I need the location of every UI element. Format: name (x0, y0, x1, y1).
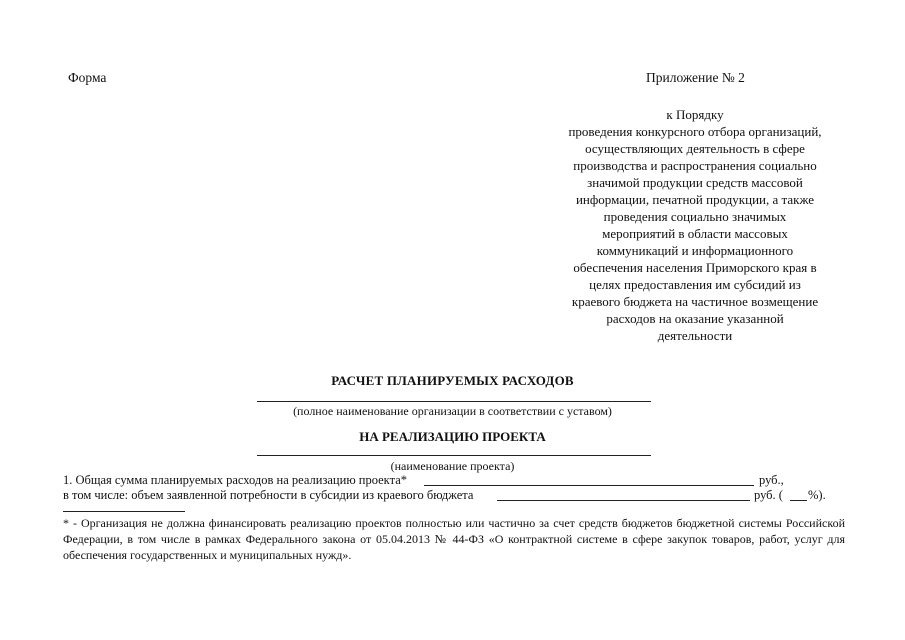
annex-description (530, 106, 860, 344)
annex-line: к Порядку (666, 107, 724, 122)
annex-line: проведения конкурсного отбора организаций, (568, 124, 822, 139)
annex-line: обеспечения населения Приморского края в (573, 260, 817, 275)
organization-name-caption: (полное наименование организации в соответствии с уставом) (293, 404, 612, 418)
subsidy-need-unit: руб. ( (754, 488, 783, 502)
project-subtitle: НА РЕАЛИЗАЦИЮ ПРОЕКТА (359, 429, 546, 444)
project-name-caption: (наименование проекта) (390, 459, 515, 473)
annex-line: коммуникаций и информационного (596, 243, 794, 258)
annex-line: целях предоставления им субсидий из (589, 277, 801, 292)
organization-name-line[interactable] (257, 401, 651, 402)
annex-title: Приложение № 2 (646, 70, 745, 85)
subsidy-need-field[interactable] (497, 500, 750, 501)
page-title: РАСЧЕТ ПЛАНИРУЕМЫХ РАСХОДОВ (331, 373, 574, 388)
footnote-divider (63, 511, 185, 512)
subsidy-percent-suffix: %). (808, 488, 826, 502)
total-expenses-unit: руб., (759, 473, 784, 487)
annex-line: значимой продукции средств массовой (587, 175, 803, 190)
total-expenses-field[interactable] (424, 485, 754, 486)
form-label: Форма (68, 70, 107, 85)
total-expenses-label: 1. Общая сумма планируемых расходов на реализацию проекта* (63, 473, 407, 487)
annex-line: краевого бюджета на частичное возмещение (571, 294, 819, 309)
annex-line: расходов на оказание указанной (606, 311, 784, 326)
project-name-line[interactable] (257, 455, 651, 456)
annex-line: мероприятий в области массовых (602, 226, 788, 241)
subsidy-percent-field[interactable] (790, 500, 807, 501)
annex-line: информации, печатной продукции, а также (575, 192, 815, 207)
annex-line: производства и распространения социально (573, 158, 817, 173)
subsidy-need-label: в том числе: объем заявленной потребности в субсидии из краевого бюджета (63, 488, 474, 502)
annex-line: осуществляющих деятельность в сфере (585, 141, 805, 156)
annex-line: деятельности (657, 328, 733, 343)
annex-line: проведения социально значимых (603, 209, 787, 224)
footnote: * - Организация не должна финансировать реализацию проектов полностью или частично за счет средств бюджетов бюджетной системы Российской Федерации, в том числе в рамках Федерального закона от 05.04.2013 № 44-ФЗ «О контрактной системе в сфере закупок товаров, работ, услуг для обеспечения государственных и муниципальных нужд». (63, 516, 845, 562)
